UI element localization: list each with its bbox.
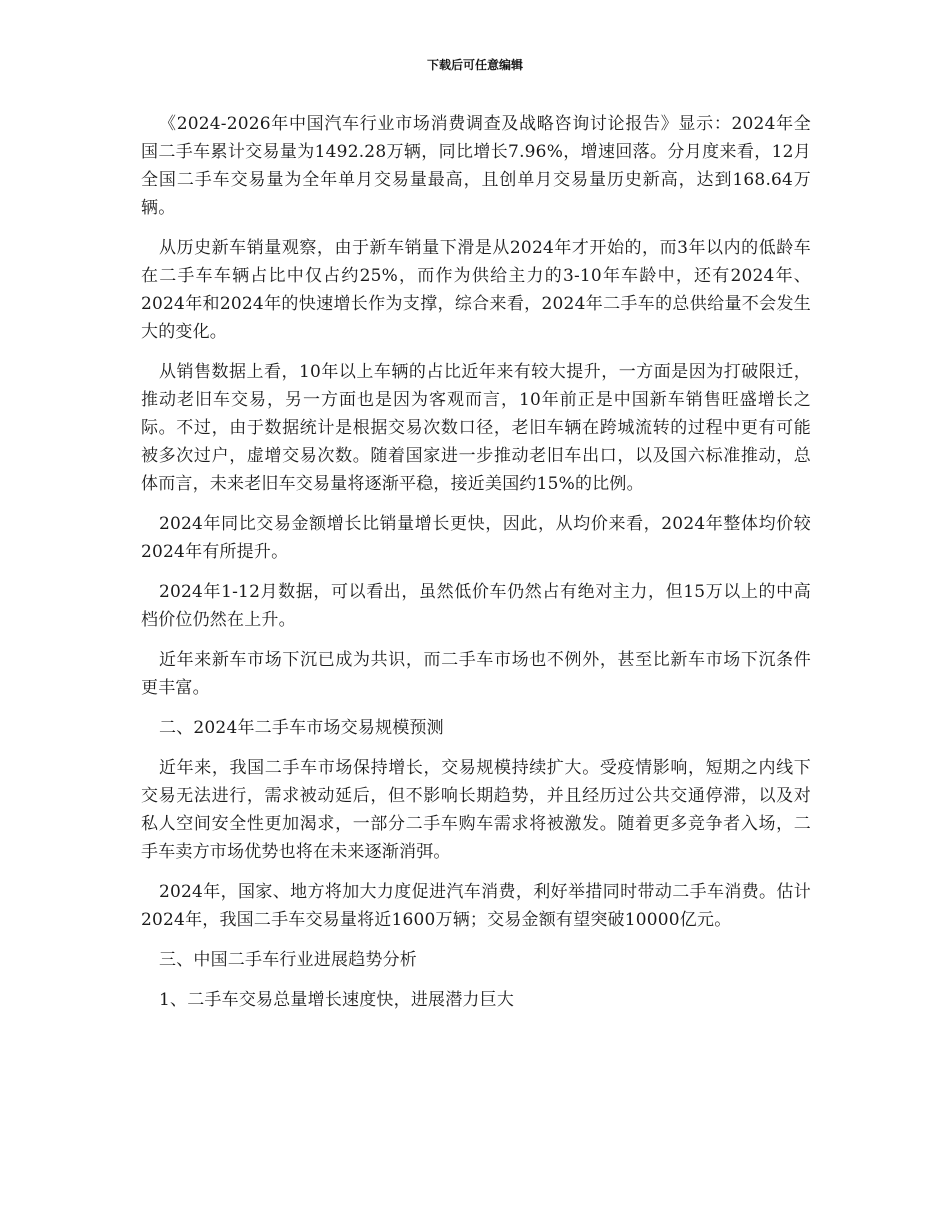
paragraph-report-summary: 《2024-2026年中国汽车行业市场消费调查及战略咨询讨论报告》显示：2024年全国二手车累计交易量为1492.28万辆，同比增长7.96%，增速回落。分月度来看，12月全国二手车交易量为全年单月交易量最高，且创单月交易量历史新高，达到168.64万辆。 <box>141 114 811 218</box>
section-heading-forecast: 二、2024年二手车市场交易规模预测 <box>159 718 444 738</box>
paragraph-sales-data: 从销售数据上看，10年以上车辆的占比近年来有较大提升，一方面是因为打破限迁，推动老旧车交易，另一方面也是因为客观而言，10年前正是中国新车销售旺盛增长之际。不过，由于数据统计是根据交易次数口径，老旧车辆在跨城流转的过程中更有可能被多次过户，虚增交易次数。随着国家进一步推动老旧车出口，以及国六标准推动，总体而言，未来老旧车交易量将逐渐平稳，接近美国约15%的比例。 <box>141 362 811 494</box>
paragraph-market-sinking: 近年来新车市场下沉已成为共识，而二手车市场也不例外，甚至比新车市场下沉条件更丰富。 <box>141 650 811 698</box>
document-body <box>141 110 811 1026</box>
subheading-trend-1: 1、二手车交易总量增长速度快，进展潜力巨大 <box>159 990 515 1010</box>
section-heading-trends: 三、中国二手车行业进展趋势分析 <box>159 950 417 970</box>
paragraph-forecast-estimate: 2024年，国家、地方将加大力度促进汽车消费，利好举措同时带动二手车消费。估计2024年，我国二手车交易量将近1600万辆；交易金额有望突破10000亿元。 <box>141 882 811 930</box>
paragraph-monthly-data: 2024年1-12月数据，可以看出，虽然低价车仍然占有绝对主力，但15万以上的中高档价位仍然在上升。 <box>141 582 811 630</box>
paragraph-market-growth: 近年来，我国二手车市场保持增长，交易规模持续扩大。受疫情影响，短期之内线下交易无法进行，需求被动延后，但不影响长期趋势，并且经历过公共交通停滞，以及对私人空间安全性更加渴求，一部分二手车购车需求将被激发。随着更多竞争者入场，二手车卖方市场优势也将在未来逐渐消弭。 <box>141 758 811 862</box>
page-header-note: 下载后可任意编辑 <box>426 58 523 72</box>
paragraph-new-car-sales: 从历史新车销量观察，由于新车销量下滑是从2024年才开始的，而3年以内的低龄车在二手车车辆占比中仅占约25%，而作为供给主力的3-10年车龄中，还有2024年、2024年和2024年的快速增长作为支撑，综合来看，2024年二手车的总供给量不会发生大的变化。 <box>141 238 811 342</box>
paragraph-transaction-value: 2024年同比交易金额增长比销量增长更快，因此，从均价来看，2024年整体均价较2024年有所提升。 <box>141 514 811 562</box>
